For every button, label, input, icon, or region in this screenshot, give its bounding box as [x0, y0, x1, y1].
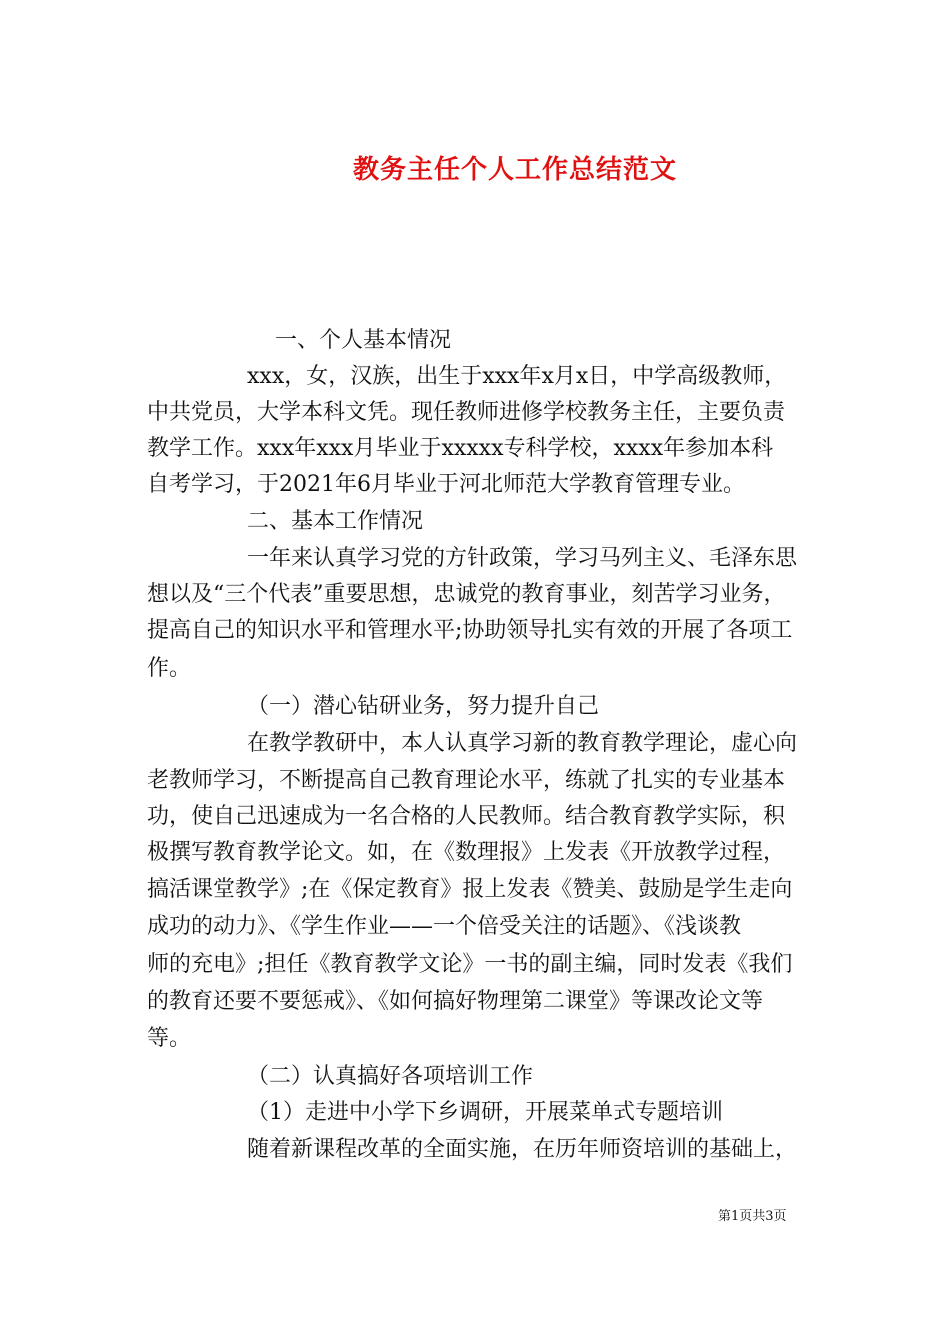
paragraph-line: 想以及“三个代表”重要思想，忠诚党的教育事业，刻苦学习业务， [147, 582, 786, 607]
heading-section-1: 一、个人基本情况 [275, 328, 452, 353]
paragraph-line: 搞活课堂教学》;在《保定教育》报上发表《赞美、鼓励是学生走向 [147, 877, 793, 902]
paragraph-line: 教学工作。xxx年xxx月毕业于xxxxx专科学校，xxxx年参加本科 [147, 436, 774, 461]
paragraph-line: 成功的动力》、《学生作业——一个倍受关注的话题》、《浅谈教 [147, 914, 742, 939]
heading-section-2: 二、基本工作情况 [247, 509, 424, 534]
paragraph-line: 提高自己的知识水平和管理水平;协助领导扎实有效的开展了各项工 [147, 618, 793, 643]
page-footer: 第1页共3页 [718, 1209, 787, 1224]
paragraph-line: 师的充电》;担任《教育教学文论》一书的副主编，同时发表《我们 [147, 952, 793, 977]
paragraph-line: 一年来认真学习党的方针政策，学习马列主义、毛泽东思 [247, 546, 798, 571]
paragraph-line: 随着新课程改革的全面实施，在历年师资培训的基础上， [247, 1137, 798, 1162]
subheading-2: （二）认真搞好各项培训工作 [247, 1064, 534, 1089]
paragraph-line: 作。 [147, 656, 192, 681]
subheading-1: （一）潜心钻研业务，努力提升自己 [247, 694, 600, 719]
paragraph-line: 中共党员，大学本科文凭。现任教师进修学校教务主任，主要负责 [147, 400, 786, 425]
paragraph-line: 功，使自己迅速成为一名合格的人民教师。结合教育教学实际，积 [147, 804, 786, 829]
paragraph-line: 老教师学习，不断提高自己教育理论水平，练就了扎实的专业基本 [147, 768, 786, 793]
document-title: 教务主任个人工作总结范文 [352, 155, 677, 186]
paragraph-line: 在教学教研中，本人认真学习新的教育教学理论，虚心向 [247, 731, 798, 756]
subheading-2-1: （1）走进中小学下乡调研，开展菜单式专题培训 [247, 1100, 723, 1125]
paragraph-line: 的教育还要不要惩戒》、《如何搞好物理第二课堂》等课改论文等 [147, 989, 764, 1014]
paragraph-line: 自考学习，于2021年6月毕业于河北师范大学教育管理专业。 [147, 472, 745, 497]
paragraph-line: 极撰写教育教学论文。如，在《数理报》上发表《开放教学过程， [147, 840, 786, 865]
paragraph-line: 等。 [147, 1026, 192, 1051]
paragraph-line: xxx，女，汉族，出生于xxx年x月x日，中学高级教师， [247, 364, 787, 389]
